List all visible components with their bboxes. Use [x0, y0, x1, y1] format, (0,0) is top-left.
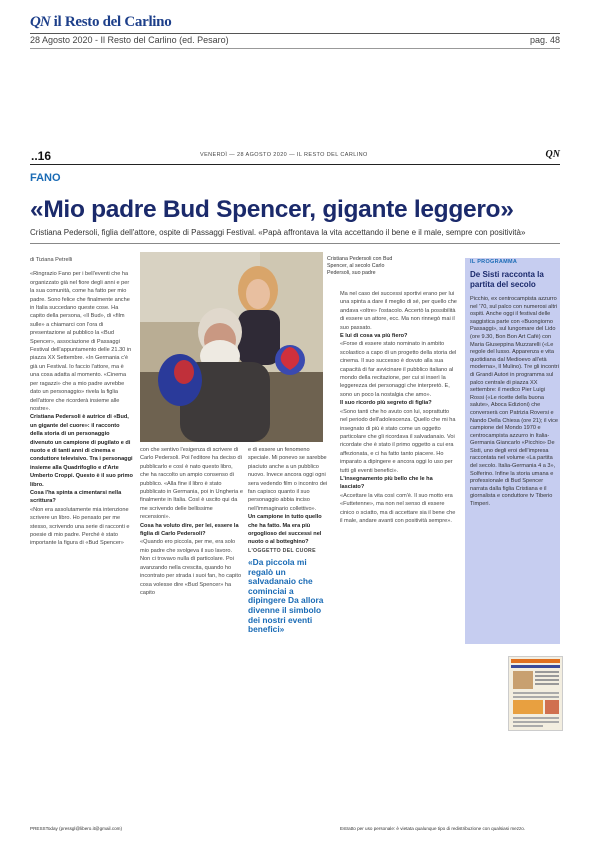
col1-question: Cosa l'ha spinta a cimentarsi nella scrittura?	[30, 489, 122, 505]
article-page-number: ..16	[31, 149, 52, 163]
col1-para: «Ringrazio Fano per i bell'eventi che ha organizzato già nel fiore degli anni e per la sua comunità, come ha fatto per mio padre. Sono felice che finalmente anche in Italia succedano queste cose. Ha capito della persona, «Il Bud», di «film sulle» a chiamarci con l'ora di presentazione al pubblico la «Bud Spencer», associazione di Passaggi Festival dell'appuntamento delle 21.30 in piazza XX Settembre. «In Germania c'è già un Festival. Io faccio l'attore, ma è una cosa adatta al momento. «Cinema per ragazzi» che a mio padre avrebbe dato un personaggio» rivela la figlia dell'attore che ricorderà insieme alle nostre».	[30, 271, 132, 412]
qn-logo: QN	[30, 13, 50, 30]
article-top-rule	[30, 164, 560, 165]
section-label: FANO	[30, 172, 61, 184]
col4-para: «Accettare la vita così com'è. Il suo motto era «Futtetenne», ma non nel senso di essere cinico o sciatto, ma di accettare sia il bene che il male, andare avanti con positività sempre».	[340, 492, 456, 524]
col4-question: E lui di cosa va più fiero?	[340, 333, 408, 340]
dateline-logo: QN	[545, 149, 560, 160]
article-column-4	[340, 290, 458, 654]
col4-para: Ma nel caso dei successi sportivi erano per lui una spinta a dare il meglio di sé, per quello che andava «oltre» l'ostacolo. Accertò la possibilità di essere un attore, ecc. Ma non rinnegò mai il suo passato.	[340, 291, 457, 331]
sidebar-label: IL PROGRAMMA	[470, 259, 518, 265]
col4-question: Il suo ricordo più segreto di figlia?	[340, 400, 432, 407]
article-column-2	[140, 446, 243, 656]
col4-para: «Sono tanti che ho avuto con lui, soprattutto nel periodo dell'adolescenza. Quello che mi ha insegnato di più è stato come un oggetto particolare che gli ricordava il salvadanaio. Voi ricordate che è stato il primo oggetto a cui era affezionata, e ci ha fatto tanto piacere. Ho imparato a dipingere e ancora oggi lo uso per tutti gli eventi benefici».	[340, 408, 456, 474]
col4-para: «Forse di essere stato nominato in ambito scolastico a capo di un progetto della storia del cinema. Il suo successo è dovuto alla sua capacità di far avvicinare il pubblico italiano al mondo della recitazione, per cui si inserì la leggerezza dei personaggi che interpretò. E, sono un poco la nostalgia che amo».	[340, 341, 457, 398]
masthead	[30, 11, 171, 33]
col2-question: Cosa ha voluto dire, per lei, essere la figlia di Carlo Pedersoli?	[140, 522, 239, 538]
byline: di Tiziana Petrelli	[30, 257, 73, 263]
col4-question: L'insegnamento più bello che le ha lasciato?	[340, 475, 433, 491]
page-thumbnail	[508, 656, 563, 731]
thumbnail-illustration	[509, 657, 562, 730]
subheadline: Cristiana Pedersoli, figlia dell'attore, ospite di Passaggi Festival. «Papà affrontava la vita accettando il bene e il male, sempre con positività»	[30, 228, 526, 237]
col3-question: Un campione in tutto quello che ha fatto. Ma era più orgoglioso dei successi nel nuoto o al botteghino?	[248, 514, 322, 544]
newspaper-title: il Resto del Carlino	[53, 13, 172, 30]
article-photo	[140, 252, 323, 442]
pull-quote-label: L'OGGETTO DEL CUORE	[248, 548, 316, 554]
headline: «Mio padre Bud Spencer, gigante leggero»	[30, 196, 514, 223]
page-number: pag. 48	[529, 35, 560, 45]
col2-para: con che sentivo l'esigenza di scrivere di Carlo Pedersoli. Poi l'editore ha deciso di pubblicarlo e così è nato questo libro, che ha raccolto un ampio consenso di pubblico. «Alla fine il libro è stato pubblicato in Germania, poi in Ungheria e finalmente in Italia. Così è uscito qui da me scrivendo delle bellissime recensioni».	[140, 447, 243, 521]
header-rule	[30, 48, 560, 49]
photo-caption: Cristiana Pedersoli con Bud Spencer, al secolo Carlo Pedersoli, suo padre	[327, 256, 393, 277]
masthead-rule	[30, 33, 560, 34]
col2-para: «Quando ero piccola, per me, era solo mio padre che svolgeva il suo lavoro. Non ci trovavo nulla di particolare. Poi avanzando nella crescita, quando ho incontrato per strada i suoi fan, ho capito cosa volesse dire «Bud Spencer» ha capito	[140, 539, 242, 596]
source-line: 28 Agosto 2020 - Il Resto del Carlino (ed. Pesaro)	[30, 35, 229, 45]
col1-para: «Non era assolutamente mia intenzione scrivere un libro. Ho pensato per me stesso, scrivendo una serie di racconti e poesie di mio padre. Perché è stato importante la figura di «Bud Spencer»	[30, 506, 130, 547]
photo-illustration	[140, 252, 323, 442]
dateline: VENERDÌ — 28 AGOSTO 2020 — IL RESTO DEL CARLINO	[200, 152, 368, 158]
footer-credit: PRESSToday (pressgl@libero.it@gmail.com)	[30, 826, 123, 831]
col3-para: e di essere un fenomeno speciale. Mi ponevo se sarebbe piaciuto anche a un pubblico nuovo. Invece ancora oggi ogni sera vedendo film o incontro dei fan capisco quanto il suo personaggio abbia inciso nell'immaginario collettivo».	[248, 447, 328, 512]
sidebar-title: De Sisti racconta la partita del secolo	[470, 270, 544, 289]
col1-para: Cristiana Pedersoli è autrice di «Bud, un gigante del cuore»: il racconto della storia di un personaggio divenuto un campione di pugilato e di nuoto e di tanti anni di cinema e conduttore televisivo. Tra i personaggi insieme alla Quadrifoglio e d'Arte Umberto Croppi. Questo è il suo primo libro.	[30, 414, 133, 488]
pull-quote: «Da piccola mi regalò un salvadanaio che cominciai a dipingere Da allora divenne il simbolo dei nostri eventi benefici»	[248, 557, 324, 635]
sidebar-body: Picchio, ex centrocampista azzurro nel '70, sul palco con numerosi altri ospiti. Anche oggi il festival delle saggistica parte con «Buongiorno Passaggi», sul lungomare del Lido (ore 9.30, Bon Bon Art Cafè) con Maria Giuseppina Muzzarelli («Le regole del lusso. Apparenza e vita quotidiana dal Medioevo all'età moderna», Il Mulino). Tre gli incontri di Grandi Autori in programma sul palco centrale di piazza XX settembre: il medico Pier Luigi Rossi («Le ricette della buona salute», Aboca Edizioni) che converserà con Patrizia Roversi e Nando Della Chiesa (ore 21); il vice campione del Mondo 1970 e centrocampista azzurro in Italia-Germania Giancarlo «Picchio» De Sisti, uno degli eroi dell'impresa raccontata nel volume «La partita del secolo. Italia-Germania 4 a 3», Solferino. Infine la storia umana e professionale di Bud Spencer narrata dalla figlia Cristiana e il giornalista e conduttore tv Tiberio Timperi.	[470, 296, 559, 508]
subhead-rule	[30, 243, 560, 244]
article-column-3	[248, 446, 330, 544]
article-column-1	[30, 256, 133, 654]
footer-disclaimer: Estratto per uso personale: è vietata qualunque tipo di redistribuzione con qualsiasi mezzo.	[340, 826, 526, 831]
